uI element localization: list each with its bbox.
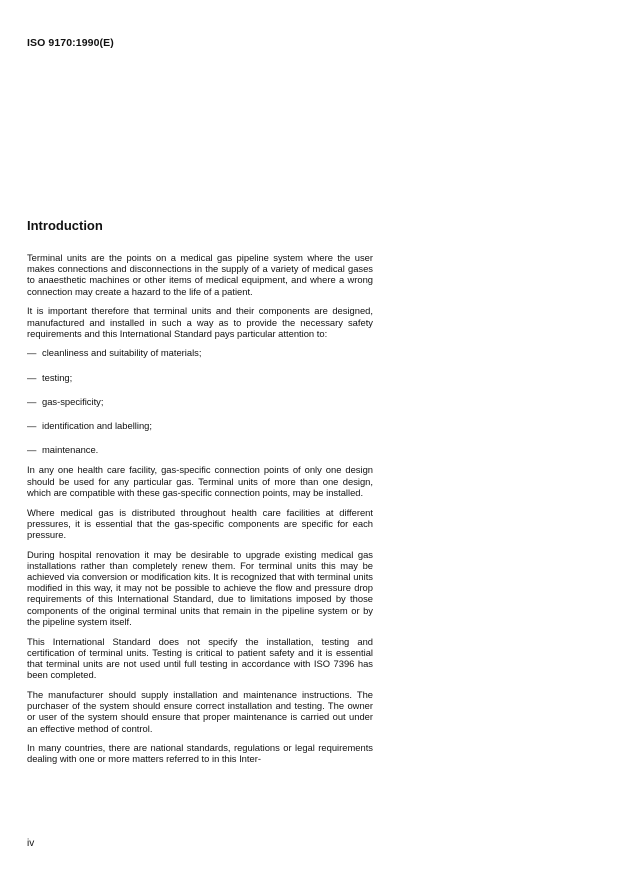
dash-marker: — bbox=[27, 371, 37, 383]
paragraph: During hospital renovation it may be desirable to upgrade existing medical gas installations rather than completely renew them. For terminal units this may be achieved via conversion or modification kits. It is recognized that with terminal units modified in this way, it may not be possible to achieve the flow and pressure drop requirements of this International Standard, due to limitations imposed by those components of the original terminal units that remain in the pipeline system or by the pipeline system itself. bbox=[27, 548, 373, 627]
dash-marker: — bbox=[27, 444, 37, 456]
list-item bbox=[27, 396, 373, 407]
section-title: Introduction bbox=[27, 218, 103, 233]
list-item-text: cleanliness and suitability of materials; bbox=[42, 347, 202, 359]
paragraph: In any one health care facility, gas-specific connection points of only one design should be used for any particular gas. Terminal units of more than one design, which are compatible with these gas-specific connection points, may be installed. bbox=[27, 464, 373, 498]
paragraph: In many countries, there are national standards, regulations or legal requirements dealing with one or more matters referred to in this Inter- bbox=[27, 742, 373, 765]
paragraph: The manufacturer should supply installation and maintenance instructions. The purchaser of the system should ensure correct installation and testing. The owner or user of the system should ensure that proper maintenance is carried out under an effective method of control. bbox=[27, 688, 373, 734]
list-item bbox=[27, 347, 373, 358]
list-item bbox=[27, 420, 373, 431]
page-number: iv bbox=[27, 838, 35, 849]
list-item-text: identification and labelling; bbox=[42, 420, 152, 432]
list-item bbox=[27, 444, 373, 455]
document-header: ISO 9170:1990(E) bbox=[27, 37, 114, 49]
list-item-text: maintenance. bbox=[42, 444, 99, 456]
paragraph: It is important therefore that terminal units and their components are designed, manufactured and installed in such a way as to provide the necessary safety requirements and this International Standard pays particular attention to: bbox=[27, 305, 373, 339]
dash-marker: — bbox=[27, 420, 37, 432]
list-item-text: gas-specificity; bbox=[42, 395, 104, 407]
paragraph: Terminal units are the points on a medical gas pipeline system where the user makes connections and disconnections in the supply of a variety of medical gases to anaesthetic machines or other items of medical equipment, and where a wrong connection may create a hazard to the life of a patient. bbox=[27, 252, 373, 297]
list-item-text: testing; bbox=[42, 371, 73, 383]
attention-list bbox=[27, 347, 373, 455]
paragraph: This International Standard does not specify the installation, testing and certification of terminal units. Testing is critical to patient safety and it is essential that terminal units are not used until full testing in accordance with ISO 7396 has been completed. bbox=[27, 635, 373, 681]
paragraph: Where medical gas is distributed throughout health care facilities at different pressures, it is essential that the gas-specific components are specific for each pressure. bbox=[27, 506, 373, 540]
dash-marker: — bbox=[27, 395, 37, 407]
list-item bbox=[27, 372, 373, 383]
dash-marker: — bbox=[27, 347, 37, 359]
body-text bbox=[27, 252, 373, 773]
